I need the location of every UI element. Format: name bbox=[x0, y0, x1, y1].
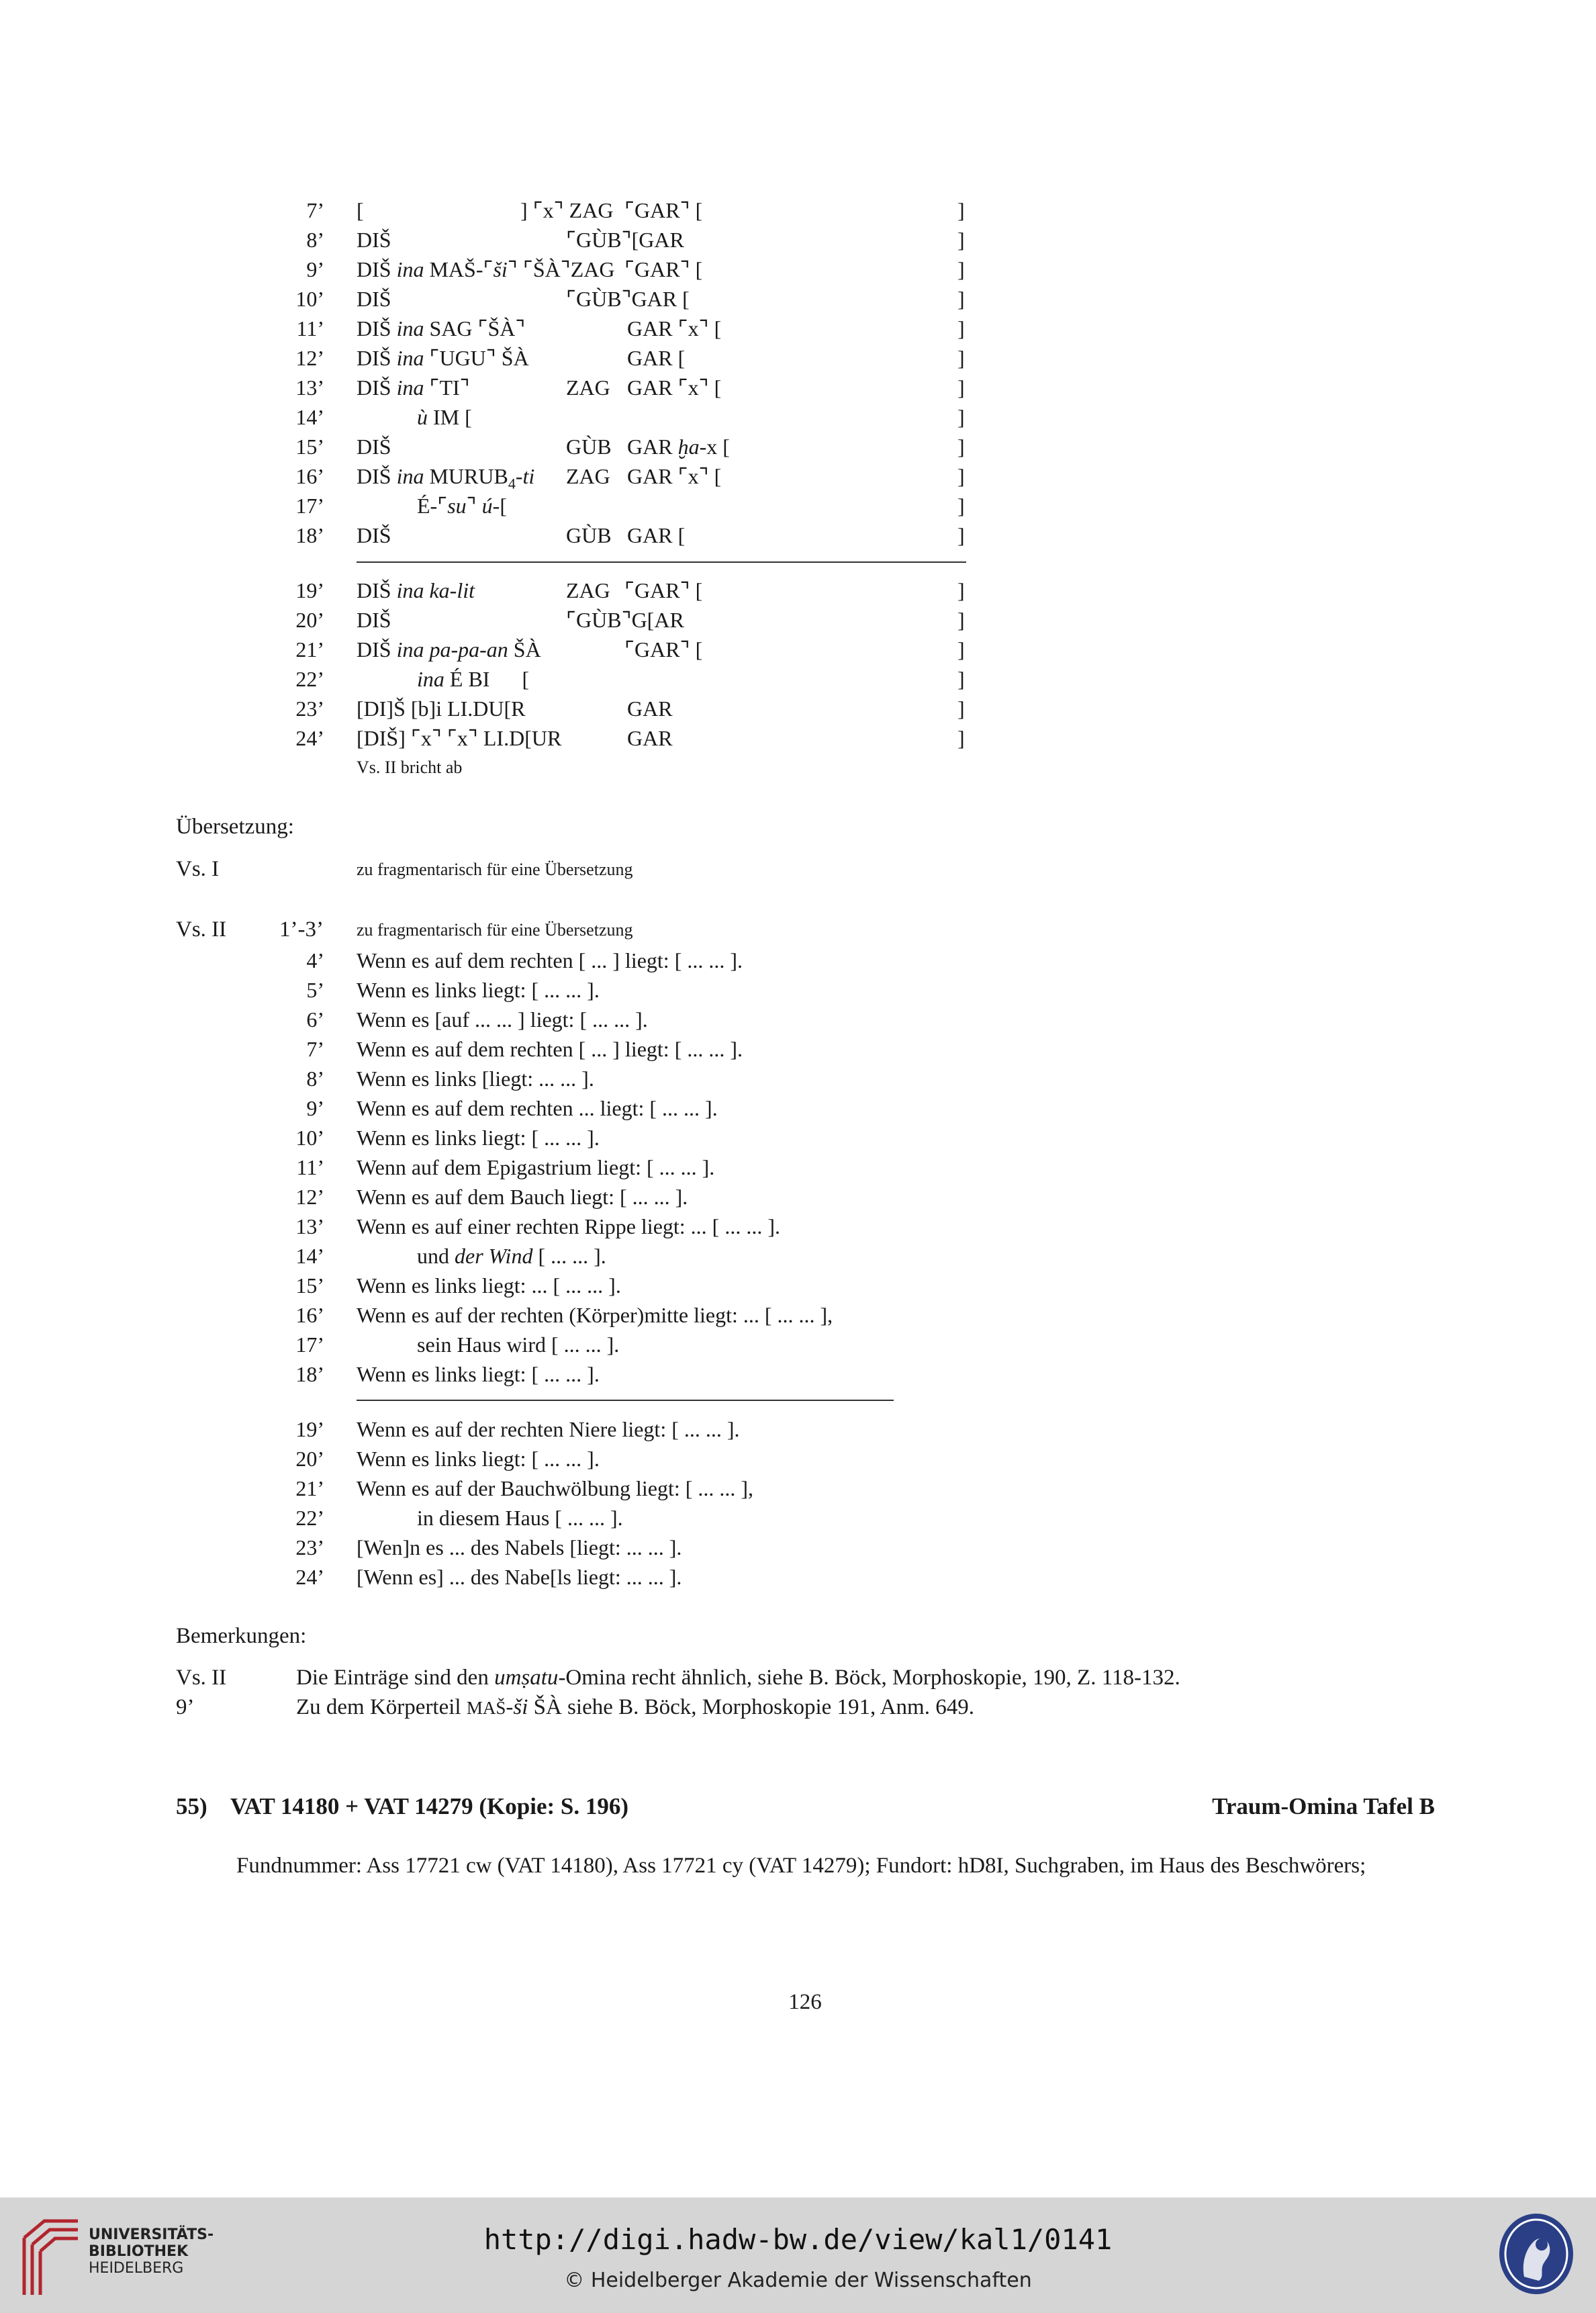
section-divider bbox=[357, 561, 966, 563]
page-number: 126 bbox=[788, 1990, 822, 2014]
translit-col-1 bbox=[357, 315, 525, 342]
sign: IM [ bbox=[433, 405, 472, 429]
line-number: 19’ bbox=[295, 1417, 324, 1441]
bracket-close: ] bbox=[957, 228, 965, 252]
italic-word: ina bbox=[396, 346, 424, 370]
line-number: 9’ bbox=[306, 1096, 324, 1120]
bracket-close: ] bbox=[957, 257, 965, 281]
translation-divider bbox=[357, 1400, 894, 1401]
translation-line: sein Haus wird [ ... ... ]. bbox=[417, 1332, 620, 1357]
line-number: 13’ bbox=[295, 375, 324, 400]
sign: GAR bbox=[627, 726, 673, 750]
sign: É BI [ bbox=[449, 667, 530, 691]
sign: ŠÀ bbox=[513, 637, 541, 662]
sign: É-⌜ bbox=[417, 494, 448, 518]
bracket-close: ] bbox=[957, 696, 965, 721]
translit-col-1 bbox=[357, 256, 614, 283]
logo-line-2: BIBLIOTHEK bbox=[89, 2243, 189, 2260]
sign: [ bbox=[357, 198, 364, 222]
italic-word: ina bbox=[417, 667, 444, 691]
line-number: 22’ bbox=[295, 667, 324, 691]
sign: GAR ⌜x⌝ [ bbox=[627, 464, 722, 488]
line-number: 23’ bbox=[295, 1535, 324, 1559]
vs2-note: zu fragmentarisch für eine Übersetzung bbox=[357, 920, 633, 940]
translit-col-1 bbox=[357, 577, 475, 604]
translit-col-1 bbox=[357, 374, 470, 401]
translation-line: Wenn es links [liegt: ... ... ]. bbox=[357, 1067, 594, 1091]
italic-word: ù bbox=[417, 405, 428, 429]
translation-line: Wenn es links liegt: [ ... ... ]. bbox=[357, 1447, 600, 1471]
translation-line: Wenn es auf der Bauchwölbung liegt: [ ... ... ], bbox=[357, 1476, 754, 1500]
remark-1-text bbox=[296, 1666, 1180, 1690]
translit-col-3 bbox=[627, 345, 685, 371]
line-number: 17’ bbox=[295, 494, 324, 518]
sign: DIŠ bbox=[357, 287, 391, 311]
translit-col-3 bbox=[624, 197, 702, 224]
logo-line-1: UNIVERSITÄTS- bbox=[89, 2226, 214, 2243]
footer-copyright: © Heidelberger Akademie der Wissenschaften bbox=[564, 2269, 1032, 2292]
bracket-close: ] bbox=[957, 287, 965, 311]
line-number: 24’ bbox=[295, 726, 324, 750]
remark-1-italic: umṣatu bbox=[494, 1666, 559, 1690]
translit-col-2: GÙB bbox=[566, 435, 612, 459]
line-number: 10’ bbox=[295, 1126, 324, 1150]
translit-col-1 bbox=[357, 522, 391, 549]
translation-line: Wenn es auf der rechten Niere liegt: [ ... ... ]. bbox=[357, 1417, 740, 1441]
vs2-range: 1’-3’ bbox=[279, 917, 324, 942]
line-number: 13’ bbox=[295, 1214, 324, 1238]
line-number: 21’ bbox=[295, 637, 324, 662]
line-number: 23’ bbox=[295, 696, 324, 721]
translation-line: Wenn es auf dem rechten [ ... ] liegt: [ ... ... ]. bbox=[357, 1037, 743, 1061]
translit-col-2: ZAG bbox=[566, 464, 610, 488]
bracket-close: ] bbox=[957, 578, 965, 602]
section-title-right: Traum-Omina Tafel B bbox=[1212, 1793, 1435, 1819]
vs1-label: Vs. I bbox=[176, 857, 220, 881]
translit-col-1 bbox=[417, 492, 507, 519]
sign: ⌜TI⌝ bbox=[429, 375, 470, 400]
translation-line: [Wen]n es ... des Nabels [liegt: ... ... ]. bbox=[357, 1535, 682, 1559]
section-title: 55) VAT 14180 + VAT 14279 (Kopie: S. 196) bbox=[176, 1793, 629, 1819]
translation-line: Wenn es auf dem rechten [ ... ] liegt: [ ... ... ]. bbox=[357, 948, 743, 972]
sign: ⌝ bbox=[466, 494, 482, 518]
remark-2-a: Zu dem Körperteil bbox=[296, 1695, 467, 1719]
line-number: 14’ bbox=[295, 1244, 324, 1268]
translation-line: Wenn es links liegt: [ ... ... ]. bbox=[357, 1126, 600, 1150]
translit-col-1 bbox=[357, 197, 364, 224]
remark-1-label: Vs. II bbox=[176, 1666, 227, 1690]
sign: GAR bbox=[627, 696, 673, 721]
translit-col-1 bbox=[417, 404, 472, 430]
translation-line: Wenn es auf dem Bauch liegt: [ ... ... ]. bbox=[357, 1185, 688, 1209]
line-number: 4’ bbox=[306, 948, 324, 972]
italic-word: ú bbox=[481, 494, 493, 518]
sign: [DI]Š [b]i LI.DU[R bbox=[357, 696, 526, 721]
translit-col-2: ⌜GÙB⌝G[AR bbox=[566, 608, 684, 632]
translit-col-3 bbox=[624, 256, 702, 283]
translation-line: Wenn es links liegt: ... [ ... ... ]. bbox=[357, 1273, 621, 1298]
line-number: 11’ bbox=[296, 316, 324, 341]
sign: ⌜GAR⌝ [ bbox=[624, 637, 703, 662]
line-number: 18’ bbox=[295, 523, 324, 547]
line-number: 16’ bbox=[295, 464, 324, 488]
bracket-close: ] bbox=[957, 667, 965, 691]
line-number: 7’ bbox=[306, 198, 324, 222]
line-number: 24’ bbox=[295, 1565, 324, 1589]
sign: DIŠ bbox=[357, 637, 391, 662]
vs2-breaks-note: Vs. II bricht ab bbox=[357, 758, 463, 777]
line-number: 15’ bbox=[295, 435, 324, 459]
translit-col-2: ⌜GÙB⌝[GAR bbox=[566, 228, 684, 252]
italic-word: ina bbox=[396, 464, 424, 488]
line-number: 10’ bbox=[295, 287, 324, 311]
translit-col-1 bbox=[357, 606, 391, 633]
italic-word: ka-lit bbox=[429, 578, 475, 602]
translit-col-2: ⌜GÙB⌝GAR [ bbox=[566, 287, 690, 311]
sign: -[ bbox=[492, 494, 507, 518]
sign: DIŠ bbox=[357, 316, 391, 341]
sign: DIŠ bbox=[357, 464, 391, 488]
translation-line: Wenn es auf dem rechten ... liegt: [ ... ... ]. bbox=[357, 1096, 718, 1120]
translit-col-3 bbox=[627, 695, 673, 722]
translation-heading: Übersetzung: bbox=[176, 815, 294, 839]
translit-col-2: ZAG bbox=[566, 578, 610, 602]
line-number: 8’ bbox=[306, 1067, 324, 1091]
translit-col-3 bbox=[627, 315, 721, 342]
sign: GAR ⌜x⌝ [ bbox=[627, 316, 722, 341]
sign: DIŠ bbox=[357, 346, 391, 370]
translation-line: Wenn es links liegt: [ ... ... ]. bbox=[357, 1362, 600, 1386]
line-number: 22’ bbox=[295, 1506, 324, 1530]
footer-url-link[interactable]: http://digi.hadw-bw.de/view/kal1/0141 bbox=[483, 2223, 1113, 2256]
sign: ⌜GAR⌝ [ bbox=[624, 257, 703, 281]
italic-word: pa-pa-an bbox=[429, 637, 508, 662]
subscript: 4 bbox=[508, 475, 516, 492]
translation-line: Wenn auf dem Epigastrium liegt: [ ... ... ]. bbox=[357, 1155, 715, 1179]
sign: DIŠ bbox=[357, 257, 391, 281]
line-number: 6’ bbox=[306, 1007, 324, 1032]
translation-line: in diesem Haus [ ... ... ]. bbox=[417, 1506, 623, 1530]
line-number: 18’ bbox=[295, 1362, 324, 1386]
line-number: 19’ bbox=[295, 578, 324, 602]
translit-col-1 bbox=[357, 226, 391, 253]
bracket-close: ] bbox=[957, 464, 965, 488]
sign: ⌜GAR⌝ [ bbox=[624, 578, 703, 602]
bracket-close: ] bbox=[957, 435, 965, 459]
translation-line bbox=[417, 1242, 606, 1269]
italic-word: -ti bbox=[515, 464, 535, 488]
remark-2-text bbox=[296, 1695, 974, 1720]
translit-col-2: ZAG bbox=[566, 375, 610, 400]
translit-col-3 bbox=[627, 463, 721, 490]
bracket-close: ] bbox=[957, 494, 965, 518]
translit-col-1 bbox=[417, 666, 529, 692]
bracket-close: ] bbox=[957, 523, 965, 547]
translit-col-3 bbox=[627, 522, 685, 549]
translit-col-1 bbox=[357, 725, 561, 752]
translit-col-3 bbox=[627, 725, 673, 752]
sign: DIŠ bbox=[357, 578, 391, 602]
bracket-close: ] bbox=[957, 375, 965, 400]
sign: DIŠ bbox=[357, 435, 391, 459]
line-number: 15’ bbox=[295, 1273, 324, 1298]
translit-col-2: GÙB bbox=[566, 523, 612, 547]
italic-word: ina bbox=[396, 316, 424, 341]
text-a: und bbox=[417, 1244, 455, 1268]
italic-word: ina bbox=[396, 578, 424, 602]
vs2-label: Vs. II bbox=[176, 917, 227, 942]
translit-col-3 bbox=[624, 636, 702, 663]
italic-word: ina bbox=[396, 375, 424, 400]
line-number: 12’ bbox=[295, 346, 324, 370]
remark-2-b: ŠÀ siehe B. Böck, Morphoskopie 191, Anm. 649. bbox=[528, 1695, 974, 1719]
translit-col-1 bbox=[357, 433, 391, 460]
translation-line: Wenn es auf der rechten (Körper)mitte liegt: ... [ ... ... ], bbox=[357, 1303, 833, 1327]
line-number: 8’ bbox=[306, 228, 324, 252]
translation-line: [Wenn es] ... des Nabe[ls liegt: ... ... ]. bbox=[357, 1565, 682, 1589]
sign: GAR ⌜x⌝ [ bbox=[627, 375, 722, 400]
sign: DIŠ bbox=[357, 608, 391, 632]
remark-2-italic: -ši bbox=[506, 1695, 528, 1719]
italic-text: der Wind bbox=[455, 1244, 533, 1268]
bracket-close: ] bbox=[957, 405, 965, 429]
text-b: [ ... ... ]. bbox=[532, 1244, 606, 1268]
translation-line: Wenn es [auf ... ... ] liegt: [ ... ... ]. bbox=[357, 1007, 648, 1032]
sign: [DIŠ] ⌜x⌝ ⌜x⌝ LI.D[UR bbox=[357, 726, 562, 750]
sign: MAŠ-⌜ bbox=[429, 257, 494, 281]
translit-col-1 bbox=[357, 636, 541, 663]
remarks-heading: Bemerkungen: bbox=[176, 1624, 307, 1648]
logo-line-3: HEIDELBERG bbox=[89, 2260, 184, 2277]
sign: DIŠ bbox=[357, 228, 391, 252]
remark-2-label: 9’ bbox=[176, 1695, 195, 1719]
remark-1-b: -Omina recht ähnlich, siehe B. Böck, Morphoskopie, 190, Z. 118-132. bbox=[558, 1666, 1180, 1690]
translation-line: Wenn es links liegt: [ ... ... ]. bbox=[357, 978, 600, 1002]
sign: ⌜UGU⌝ ŠÀ bbox=[429, 346, 529, 370]
italic-word: ši bbox=[493, 257, 508, 281]
sign: MURUB bbox=[429, 464, 508, 488]
translation-line: Wenn es auf einer rechten Rippe liegt: ... [ ... ... ]. bbox=[357, 1214, 780, 1238]
bracket-close: ] bbox=[957, 198, 965, 222]
sign: GAR [ bbox=[627, 346, 686, 370]
sign: GAR bbox=[627, 435, 673, 459]
translit-col-3 bbox=[627, 433, 730, 460]
line-number: 5’ bbox=[306, 978, 324, 1002]
fundnummer: Fundnummer: Ass 17721 cw (VAT 14180), Ass 17721 cy (VAT 14279); Fundort: hD8I, Suchgraben, im Haus des Beschwörers; bbox=[236, 1854, 1366, 1878]
line-number: 17’ bbox=[295, 1332, 324, 1357]
vs1-note: zu fragmentarisch für eine Übersetzung bbox=[357, 860, 633, 879]
bracket-close: ] bbox=[957, 316, 965, 341]
sign: ⌝ ⌜ŠÀ⌝ZAG bbox=[507, 257, 615, 281]
line-number: 11’ bbox=[296, 1155, 324, 1179]
translit-col-3 bbox=[627, 374, 721, 401]
bracket-close: ] bbox=[957, 637, 965, 662]
translit-col-1 bbox=[357, 345, 529, 371]
italic-word: ḫa bbox=[677, 435, 700, 459]
line-number: 20’ bbox=[295, 1447, 324, 1471]
italic-word: su bbox=[447, 494, 467, 518]
italic-word: ina bbox=[396, 257, 424, 281]
sign: DIŠ bbox=[357, 375, 391, 400]
line-number: 9’ bbox=[306, 257, 324, 281]
line-number: 21’ bbox=[295, 1476, 324, 1500]
sign: -x [ bbox=[699, 435, 730, 459]
translit-col-1b: ] ⌜x⌝ ZAG bbox=[520, 198, 614, 222]
translit-col-1 bbox=[357, 695, 526, 722]
remark-2-smallcaps: MAŠ bbox=[466, 1698, 506, 1718]
sign: DIŠ bbox=[357, 523, 391, 547]
bracket-close: ] bbox=[957, 346, 965, 370]
sign: GAR [ bbox=[627, 523, 686, 547]
remark-1-a: Die Einträge sind den bbox=[296, 1666, 495, 1690]
translit-col-1 bbox=[357, 285, 391, 312]
italic-word: ina bbox=[396, 637, 424, 662]
line-number: 7’ bbox=[306, 1037, 324, 1061]
line-number: 20’ bbox=[295, 608, 324, 632]
bracket-close: ] bbox=[957, 608, 965, 632]
academy-seal-icon bbox=[1496, 2210, 1577, 2298]
line-number: 12’ bbox=[295, 1185, 324, 1209]
translit-col-3 bbox=[624, 577, 702, 604]
bracket-close: ] bbox=[957, 726, 965, 750]
sign: SAG ⌜ŠÀ⌝ bbox=[429, 316, 526, 341]
sign: ⌜GAR⌝ [ bbox=[624, 198, 703, 222]
line-number: 14’ bbox=[295, 405, 324, 429]
line-number: 16’ bbox=[295, 1303, 324, 1327]
